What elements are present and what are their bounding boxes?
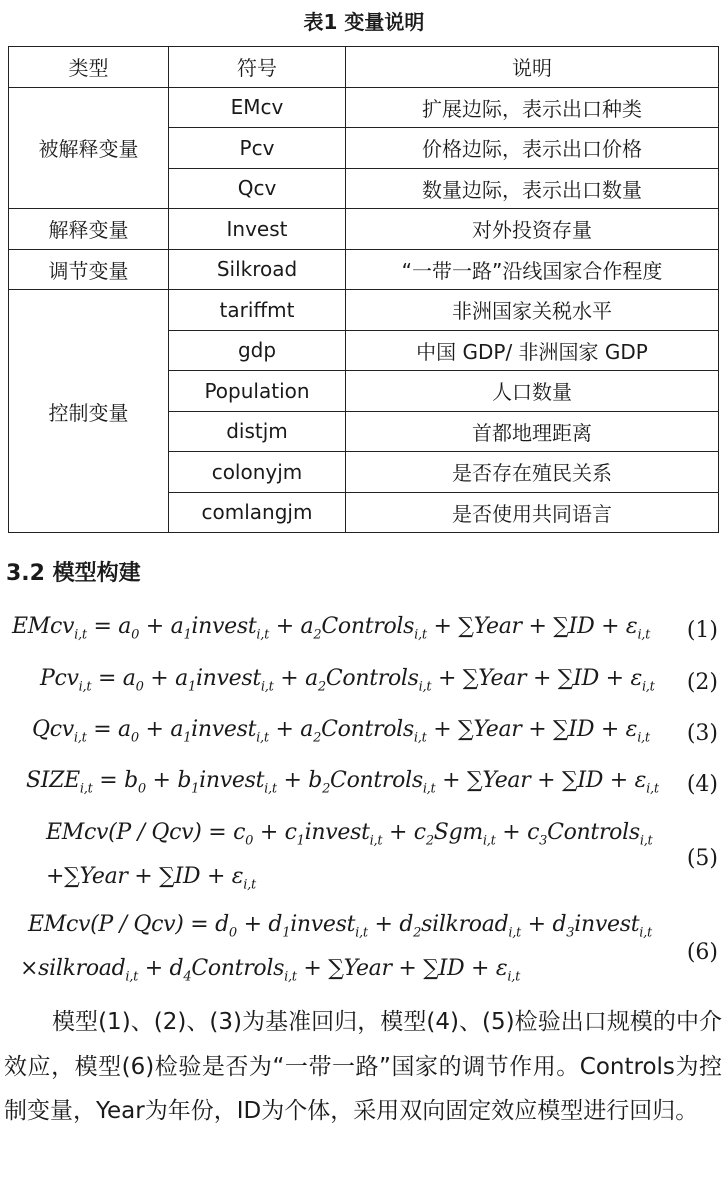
symbol-cell: Invest (169, 209, 346, 250)
group-explained: 被解释变量 (9, 87, 169, 209)
description-cell: 价格边际，表示出口价格 (346, 128, 719, 169)
table-header-row (9, 47, 719, 88)
description-cell: 人口数量 (346, 371, 719, 412)
equation-5-line-2: +∑Year + $\sum ID + \varepsilon_{i,t}$ (46, 864, 256, 893)
description-cell: 是否存在殖民关系 (346, 452, 719, 493)
symbol-cell: comlangjm (169, 492, 346, 533)
symbol-cell: Pcv (169, 128, 346, 169)
equation-number: (6) (686, 940, 718, 965)
symbol-cell: EMcv (169, 87, 346, 128)
section-heading: 3.2 模型构建 (6, 561, 141, 586)
symbol-cell: tariffmt (169, 290, 346, 331)
symbol-cell: Qcv (169, 168, 346, 209)
symbol-cell: gdp (169, 330, 346, 371)
table-row (9, 87, 719, 128)
table-caption: 表1 变量说明 (303, 10, 425, 34)
equation-number: (2) (686, 670, 718, 695)
header-symbol: 符号 (169, 47, 346, 88)
description-cell: 数量边际，表示出口数量 (346, 168, 719, 209)
symbol-cell: Silkroad (169, 249, 346, 290)
equation-6-line-1: EMcv(P / $Qcv) = d_0$ + $d_1invest_{i,t}$ + $d_2silkroad_{i,t}$ + $d_3invest_{i,t}$ (28, 912, 652, 941)
table-row (9, 249, 719, 290)
table-row (9, 290, 719, 331)
equation-number: (1) (686, 618, 718, 643)
equation-number: (3) (686, 721, 718, 746)
group-control: 控制变量 (9, 290, 169, 533)
equation-5-line-1: EMcv(P / $Qcv) = c_0$ + $c_1invest_{i,t} + c_2Sgm_{i,t}$ + $c_3Controls_{i,t}$ (46, 820, 653, 849)
equation-6-line-2: ×silkroad$_{i,t}$ + $d_4Controls_{i,t}$ + ∑Year + $\sum ID + \varepsilon_{i,t}$ (20, 956, 521, 985)
description-cell: 扩展边际，表示出口种类 (346, 87, 719, 128)
equation-2: $Pcv_{i,t} = a_0$ + $a_1invest_{i,t}$ + $a_2Controls_{i,t}$ + ∑Year + $\sum ID + \varepsilon_{i,t}$ (40, 666, 655, 695)
equation-1: EMcv$_{i,t}$ = $a_0$ + $a_1invest_{i,t}$ + $a_2Controls_{i,t}$ + ∑Year + $\sum ID + \varepsilon_{i,t}$ (12, 614, 651, 643)
equation-4: $SIZE_{i,t} = b_0$ + $b_1invest_{i,t}$ + $b_2Controls_{i,t}$ + ∑Year + $\sum ID + \varepsilon_{i,t}$ (26, 768, 659, 797)
header-type: 类型 (9, 47, 169, 88)
body-paragraph: 模型(1)、(2)、(3)为基准回归，模型(4)、(5)检验出口规模的中介效应，模型(6)检验是否为“一带一路”国家的调节作用。Controls为控制变量，Year为年份，ID为个体，采用双向固定效应模型进行回归。 (4, 1009, 722, 1124)
table-row (9, 209, 719, 250)
description-cell: 中国 GDP/ 非洲国家 GDP (346, 330, 719, 371)
group-explanatory: 解释变量 (9, 209, 169, 250)
equation-number: (5) (686, 846, 718, 871)
description-cell: 非洲国家关税水平 (346, 290, 719, 331)
symbol-cell: distjm (169, 411, 346, 452)
symbol-cell: colonyjm (169, 452, 346, 493)
variable-table (8, 46, 719, 533)
description-cell: “一带一路”沿线国家合作程度 (346, 249, 719, 290)
equation-number: (4) (686, 772, 718, 797)
group-moderating: 调节变量 (9, 249, 169, 290)
description-cell: 对外投资存量 (346, 209, 719, 250)
symbol-cell: Population (169, 371, 346, 412)
header-description: 说明 (346, 47, 719, 88)
equation-3: $Qcv_{i,t} = a_0$ + $a_1invest_{i,t}$ + $a_2Controls_{i,t}$ + ∑Year + $\sum ID + \varepsilon_{i,t}$ (32, 717, 650, 746)
description-cell: 首都地理距离 (346, 411, 719, 452)
description-cell: 是否使用共同语言 (346, 492, 719, 533)
